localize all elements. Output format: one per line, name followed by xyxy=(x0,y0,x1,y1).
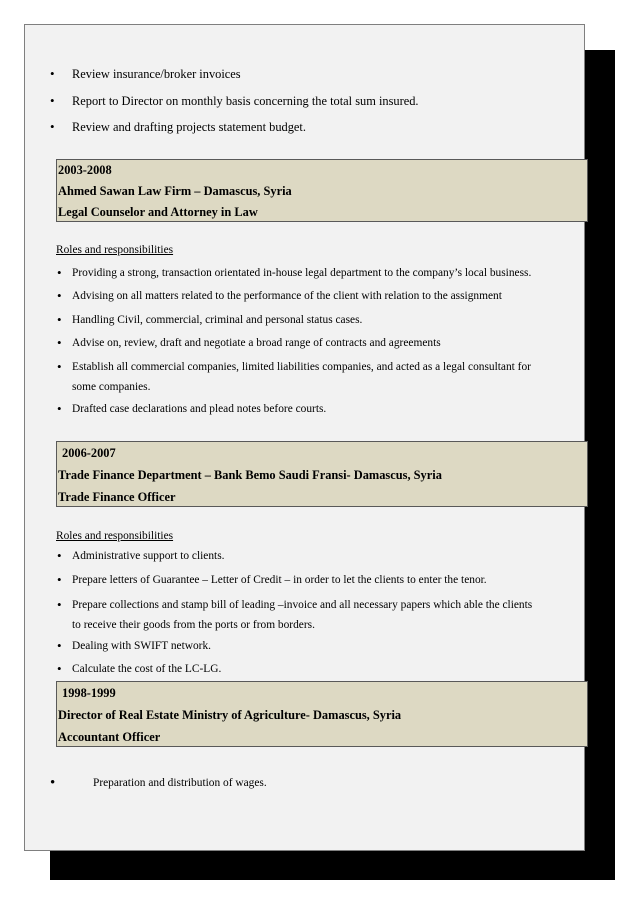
job-years: 1998-1999 xyxy=(62,686,116,700)
document-page xyxy=(24,24,585,851)
job-company: Ahmed Sawan Law Firm – Damascus, Syria xyxy=(58,184,292,198)
job-years: 2003-2008 xyxy=(58,163,112,177)
bullet-icon: • xyxy=(57,312,62,327)
job-title: Legal Counselor and Attorney in Law xyxy=(58,205,258,219)
bullet-icon: • xyxy=(57,572,62,587)
bullet-icon: • xyxy=(50,775,56,791)
bullet-icon: • xyxy=(57,548,62,563)
list-item-text: Report to Director on monthly basis concerning the total sum insured. xyxy=(72,94,419,108)
list-item-text: Advising on all matters related to the performance of the client with relation to the assignment xyxy=(72,290,502,302)
job-company: Trade Finance Department – Bank Bemo Saudi Fransi- Damascus, Syria xyxy=(58,468,442,482)
list-item-text: Establish all commercial companies, limited liabilities companies, and acted as a legal consultant for xyxy=(72,361,531,373)
list-item-text: Review insurance/broker invoices xyxy=(72,67,241,81)
bullet-icon: • xyxy=(57,661,62,676)
list-item-text: Providing a strong, transaction orientated in-house legal department to the company’s local business. xyxy=(72,267,532,279)
bullet-icon: • xyxy=(57,401,62,416)
list-item-text: Dealing with SWIFT network. xyxy=(72,640,211,652)
bullet-icon: • xyxy=(50,66,55,81)
job-years: 2006-2007 xyxy=(62,446,116,460)
job-header-box xyxy=(56,441,588,507)
list-item-text: Drafted case declarations and plead notes before courts. xyxy=(72,403,327,415)
bullet-icon: • xyxy=(50,119,55,134)
list-item-text: Prepare letters of Guarantee – Letter of Credit – in order to let the clients to enter the tenor. xyxy=(72,574,487,586)
list-item-text: Handling Civil, commercial, criminal and personal status cases. xyxy=(72,314,363,326)
list-item-continuation: some companies. xyxy=(72,381,151,393)
list-item-continuation: to receive their goods from the ports or from borders. xyxy=(72,619,315,631)
list-item-text: Preparation and distribution of wages. xyxy=(93,777,267,789)
bullet-icon: • xyxy=(57,288,62,303)
list-item-text: Prepare collections and stamp bill of leading –invoice and all necessary papers which able the clients xyxy=(72,599,533,611)
roles-heading: Roles and responsibilities xyxy=(56,530,174,542)
list-item-text: Advise on, review, draft and negotiate a broad range of contracts and agreements xyxy=(72,337,441,349)
job-title: Accountant Officer xyxy=(58,730,161,744)
job-title: Trade Finance Officer xyxy=(58,490,176,504)
job-header-box xyxy=(56,159,588,222)
bullet-icon: • xyxy=(57,597,62,612)
roles-heading: Roles and responsibilities xyxy=(56,244,174,256)
job-company: Director of Real Estate Ministry of Agriculture- Damascus, Syria xyxy=(58,708,402,722)
list-item-text: Calculate the cost of the LC-LG. xyxy=(72,663,222,675)
job-header-box xyxy=(56,681,588,747)
list-item-text: Administrative support to clients. xyxy=(72,550,225,562)
bullet-icon: • xyxy=(57,638,62,653)
list-item-text: Review and drafting projects statement budget. xyxy=(72,120,306,134)
bullet-icon: • xyxy=(57,265,62,280)
bullet-icon: • xyxy=(50,93,55,108)
bullet-icon: • xyxy=(57,335,62,350)
bullet-icon: • xyxy=(57,359,62,374)
